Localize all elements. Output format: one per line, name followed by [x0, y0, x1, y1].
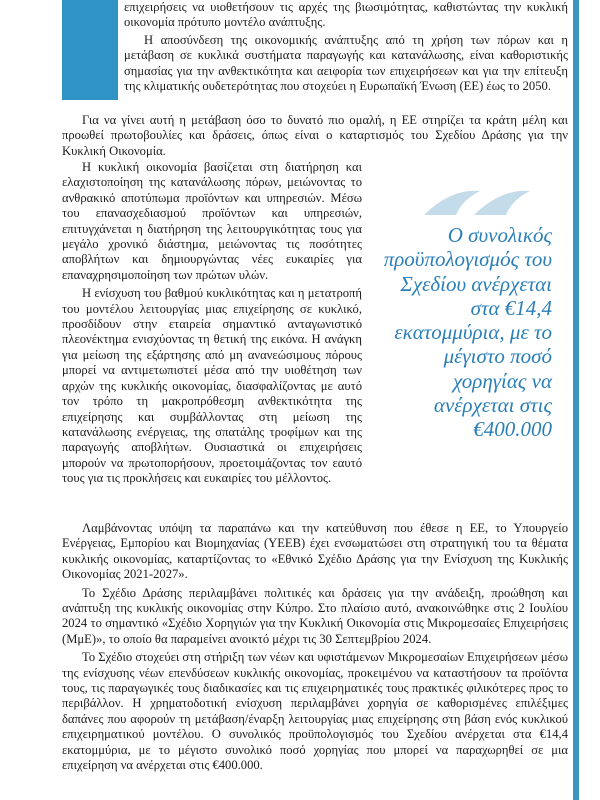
paragraph: Για να γίνει αυτή η μετάβαση όσο το δυνατό πιο ομαλή, η ΕΕ στηρίζει τα κράτη μέλη και προωθεί πρωτοβουλίες και δράσεις, όπως είναι ο καταρτισμός του Σχεδίου Δράσης για την Κυκλική Οικονομία. — [62, 113, 568, 158]
paragraph: Λαμβάνοντας υπόψη τα παραπάνω και την κατεύθυνση που έθεσε η ΕΕ, το Υπουργείο Ενέργειας, Εμπορίου και Βιομηχανίας (ΥΕΕΒ) έχει ενσωματώσει στη στρατηγική του τα θέματα κυκλικής οικονομίας, καταρτίζοντας το «Εθνικό Σχέδιο Δράσης για την Ενίσχυση της Κυκλικής Οικονομίας 2021-2027». — [62, 521, 568, 582]
paragraph: Η ενίσχυση του βαθμού κυκλικότητας και η μετατροπή του μοντέλου λειτουργίας μιας επιχείρησης σε κυκλικό, προσδίδουν στην εταιρεία σημαντικό ανταγωνιστικό πλεονέκτημα ενισχύοντας τη θετική της εικόνα. Η ανάγκη για μείωση της εξάρτησης από μη ανανεώσιμους πόρους μπορεί να αντιμετωπιστεί μέσα από την υιοθέτηση των αρχών της κυκλικής οικονομίας, διασφαλίζοντας με αυτό τον τρόπο τη μακροπρόθεσμη ανθεκτικότητα της επιχείρησης και συμβάλλοντας στη μείωση της κατανάλωσης ενέργειας, της σπατάλης τροφίμων και της παραγωγής αποβλήτων. Ουσιαστικά οι επιχειρήσεις μπορούν να πρωτοπορήσουν, προετοιμάζοντας τον εαυτό τους για τις προκλήσεις και ευκαιρίες του μέλλοντος. — [62, 286, 362, 486]
paragraph: Η αποσύνδεση της οικονομικής ανάπτυξης από τη χρήση των πόρων και η μετάβαση σε κυκλικά συστήματα παραγωγής και κατανάλωσης, είναι καθοριστικής σημασίας για την ανθεκτικότητα και αειφορία των επιχειρήσεων και για την επίτευξη της κλιματικής ουδετερότητας που στοχεύει η Ευρωπαϊκή Ένωση (ΕΕ) έως το 2050. — [124, 32, 568, 94]
pull-quote — [372, 185, 564, 485]
page-edge-bar — [573, 0, 579, 800]
article-bottom — [62, 521, 568, 777]
paragraph: επιχειρήσεις να υιοθετήσουν τις αρχές της βιωσιμότητας, καθιστώντας την κυκλική οικονομία πρότυπο μοντέλο ανάπτυξης. — [124, 0, 568, 30]
paragraph: Το Σχέδιο στοχεύει στη στήριξη των νέων και υφιστάμενων Μικρομεσαίων Επιχειρήσεων μέσω της ενίσχυσης νέων επενδύσεων κυκλικής οικονομίας, προκειμένου να καταστήσουν τα προϊόντα τους, τις παραγωγικές τους διαδικασίες και τις επιχειρηματικές τους πρακτικές φιλικότερες προς το περιβάλλον. Η χρηματοδοτική ενίσχυση περιλαμβάνει χορηγία σε καθορισμένες επιλέξιμες δαπάνες που αφορούν τη μετάβαση/έναρξη λειτουργίας μιας επιχείρησης στη βάση ενός κυκλικού επιχειρηματικού μοντέλου. Ο συνολικός προϋπολογισμός του Σχεδίου ανέρχεται στα €14,4 εκατομμύρια, με το μέγιστο συνολικό ποσό χορηγίας που μπορεί να παραχωρηθεί σε μια επιχείρηση να ανέρχεται στις €400.000. — [62, 650, 568, 773]
paragraph: Η κυκλική οικονομία βασίζεται στη διατήρηση και ελαχιστοποίηση της κατανάλωσης πόρων, μειώνοντας το ανθρακικό αποτύπωμα προϊόντων και υπηρεσιών. Μέσω του επανασχεδιασμού προϊόντων και υπηρεσιών, επιτυγχάνεται η διατήρηση της λειτουργικότητας τους για μεγάλο χρονικό διάστημα, μειώνοντας τις ποσότητες αποβλήτων και δημιουργώντας νέες ευκαιρίες για επαναχρησιμοποίηση των πρώτων υλών. — [62, 160, 362, 282]
pull-quote-text: Ο συνολικός προϋπολογισμός του Σχεδίου ανέρχεται στα €14,4 εκατομμύρια, με το μέγιστο ποσό χορηγίας να ανέρχεται στις €400.000 — [383, 223, 552, 442]
quote-swoosh-icon — [422, 185, 546, 219]
drop-cap-block — [62, 0, 118, 100]
paragraph: Το Σχέδιο Δράσης περιλαμβάνει πολιτικές και δράσεις για την ανάδειξη, προώθηση και ανάπτυξη της κυκλικής οικονομίας στην Κύπρο. Στο πλαίσιο αυτό, ανακοινώθηκε στις 2 Ιουλίου 2024 το σημαντικό «Σχέδιο Χορηγιών για την Κυκλική Οικονομία στις Μικρομεσαίες Επιχειρήσεις (ΜμΕ)», το οποίο θα παραμείνει ανοικτό μέχρι τις 30 Σεπτεμβρίου 2024. — [62, 585, 568, 646]
article-mid — [62, 113, 568, 162]
article-intro — [124, 0, 568, 96]
article-left-column — [62, 160, 362, 490]
